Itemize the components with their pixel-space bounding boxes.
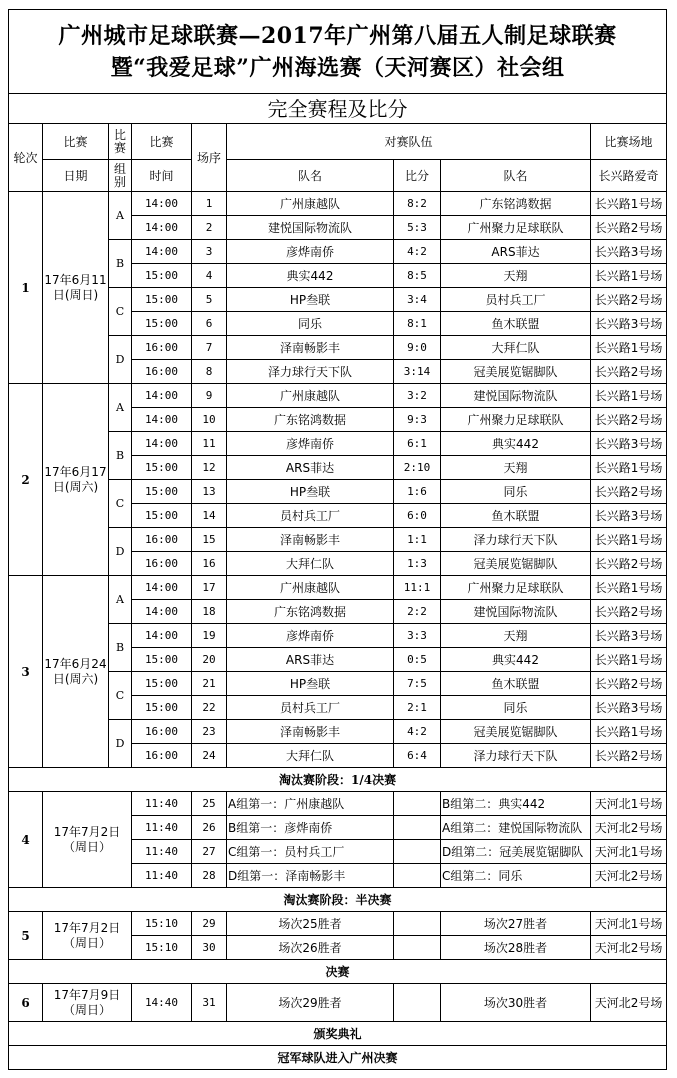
round-number: 1 <box>9 192 43 384</box>
match-time: 15:00 <box>132 504 192 528</box>
match-score <box>394 984 441 1022</box>
match-time: 14:00 <box>132 600 192 624</box>
team-b: 冠美展览锯脚队 <box>441 552 591 576</box>
group-label: D <box>109 336 132 384</box>
match-number: 19 <box>192 624 227 648</box>
header-match-no: 场序 <box>192 124 227 192</box>
ceremony-row-label: 颁奖典礼 <box>9 1022 667 1046</box>
match-venue: 长兴路1号场 <box>591 720 667 744</box>
match-time: 14:00 <box>132 384 192 408</box>
header-teams: 对赛队伍 <box>227 124 591 160</box>
team-b: 天翔 <box>441 624 591 648</box>
team-a: 场次26胜者 <box>227 936 394 960</box>
match-venue: 长兴路2号场 <box>591 360 667 384</box>
match-venue: 长兴路3号场 <box>591 696 667 720</box>
match-score: 1:1 <box>394 528 441 552</box>
header-venue-bottom: 长兴路爱奇 <box>591 160 667 192</box>
match-score: 3:2 <box>394 384 441 408</box>
match-number: 13 <box>192 480 227 504</box>
match-number: 24 <box>192 744 227 768</box>
team-a: 彦烨南侨 <box>227 432 394 456</box>
quarterfinal-heading <box>9 768 667 792</box>
match-score: 1:6 <box>394 480 441 504</box>
match-score: 8:1 <box>394 312 441 336</box>
match-time: 14:00 <box>132 216 192 240</box>
team-a: 员村兵工厂 <box>227 696 394 720</box>
schedule-table <box>8 9 667 1070</box>
match-number: 5 <box>192 288 227 312</box>
team-a: 大拜仁队 <box>227 744 394 768</box>
team-a: 典实442 <box>227 264 394 288</box>
team-b: 同乐 <box>441 696 591 720</box>
team-b: 鱼木联盟 <box>441 504 591 528</box>
semifinal-heading <box>9 888 667 912</box>
match-venue: 长兴路2号场 <box>591 552 667 576</box>
match-time: 11:40 <box>132 840 192 864</box>
team-b: 员村兵工厂 <box>441 288 591 312</box>
team-a: 场次25胜者 <box>227 912 394 936</box>
team-a: 同乐 <box>227 312 394 336</box>
subtitle: 完全赛程及比分 <box>9 94 667 124</box>
team-a: B组第一：彦烨南侨 <box>227 816 394 840</box>
group-label: D <box>109 720 132 768</box>
team-a: A组第一：广州康越队 <box>227 792 394 816</box>
match-number: 6 <box>192 312 227 336</box>
match-time: 15:00 <box>132 648 192 672</box>
match-number: 14 <box>192 504 227 528</box>
match-venue: 天河北2号场 <box>591 816 667 840</box>
match-score: 3:4 <box>394 288 441 312</box>
match-number: 4 <box>192 264 227 288</box>
match-time: 14:00 <box>132 192 192 216</box>
match-time: 16:00 <box>132 744 192 768</box>
match-time: 14:00 <box>132 432 192 456</box>
team-a: 广州康越队 <box>227 384 394 408</box>
match-score: 8:2 <box>394 192 441 216</box>
match-row <box>9 792 667 816</box>
match-number: 3 <box>192 240 227 264</box>
team-b: C组第二：同乐 <box>441 864 591 888</box>
round-number: 4 <box>9 792 43 888</box>
match-venue: 天河北1号场 <box>591 792 667 816</box>
match-time: 15:00 <box>132 288 192 312</box>
header-venue-top: 比赛场地 <box>591 124 667 160</box>
match-venue: 长兴路3号场 <box>591 432 667 456</box>
match-number: 10 <box>192 408 227 432</box>
match-score <box>394 840 441 864</box>
group-label: B <box>109 240 132 288</box>
team-b: 建悦国际物流队 <box>441 600 591 624</box>
match-number: 9 <box>192 384 227 408</box>
match-number: 30 <box>192 936 227 960</box>
match-number: 2 <box>192 216 227 240</box>
match-time: 15:00 <box>132 672 192 696</box>
team-b: 冠美展览锯脚队 <box>441 360 591 384</box>
match-score: 6:0 <box>394 504 441 528</box>
match-time: 16:00 <box>132 360 192 384</box>
team-a: HP叁联 <box>227 480 394 504</box>
match-venue: 长兴路1号场 <box>591 264 667 288</box>
match-venue: 天河北2号场 <box>591 984 667 1022</box>
match-number: 1 <box>192 192 227 216</box>
match-number: 17 <box>192 576 227 600</box>
match-time: 15:00 <box>132 264 192 288</box>
match-number: 8 <box>192 360 227 384</box>
match-venue: 长兴路3号场 <box>591 504 667 528</box>
match-number: 28 <box>192 864 227 888</box>
match-score <box>394 864 441 888</box>
match-score <box>394 936 441 960</box>
match-venue: 长兴路2号场 <box>591 480 667 504</box>
match-venue: 长兴路3号场 <box>591 312 667 336</box>
match-number: 15 <box>192 528 227 552</box>
match-time: 14:00 <box>132 408 192 432</box>
final-heading-label: 决赛 <box>9 960 667 984</box>
team-a: D组第一：泽南畅影丰 <box>227 864 394 888</box>
match-score: 6:1 <box>394 432 441 456</box>
team-a: 泽南畅影丰 <box>227 336 394 360</box>
team-a: C组第一：员村兵工厂 <box>227 840 394 864</box>
match-time: 16:00 <box>132 552 192 576</box>
team-b: 广东铭鸿数据 <box>441 192 591 216</box>
team-b: 冠美展览锯脚队 <box>441 720 591 744</box>
match-score <box>394 816 441 840</box>
group-label: A <box>109 576 132 624</box>
team-a: HP叁联 <box>227 288 394 312</box>
team-b: 广州聚力足球联队 <box>441 576 591 600</box>
round-number: 3 <box>9 576 43 768</box>
header-time-bottom: 时间 <box>132 160 192 192</box>
team-b: 场次30胜者 <box>441 984 591 1022</box>
team-b: 场次27胜者 <box>441 912 591 936</box>
team-b: 鱼木联盟 <box>441 672 591 696</box>
match-time: 15:00 <box>132 480 192 504</box>
match-score: 4:2 <box>394 720 441 744</box>
match-time: 11:40 <box>132 816 192 840</box>
match-venue: 长兴路2号场 <box>591 216 667 240</box>
match-score: 2:1 <box>394 696 441 720</box>
team-b: 泽力球行天下队 <box>441 744 591 768</box>
match-score: 1:3 <box>394 552 441 576</box>
match-time: 15:00 <box>132 696 192 720</box>
match-venue: 长兴路1号场 <box>591 336 667 360</box>
match-score: 4:2 <box>394 240 441 264</box>
match-venue: 长兴路2号场 <box>591 288 667 312</box>
team-b: 典实442 <box>441 648 591 672</box>
match-venue: 长兴路1号场 <box>591 648 667 672</box>
round-number: 2 <box>9 384 43 576</box>
match-score: 9:0 <box>394 336 441 360</box>
match-time: 15:00 <box>132 312 192 336</box>
match-venue: 天河北2号场 <box>591 864 667 888</box>
round-number: 6 <box>9 984 43 1022</box>
header-team-b: 队名 <box>441 160 591 192</box>
header-team-a: 队名 <box>227 160 394 192</box>
team-a: 建悦国际物流队 <box>227 216 394 240</box>
team-b: 同乐 <box>441 480 591 504</box>
team-a: 员村兵工厂 <box>227 504 394 528</box>
match-venue: 长兴路3号场 <box>591 624 667 648</box>
match-time: 15:10 <box>132 912 192 936</box>
team-a: 泽南畅影丰 <box>227 720 394 744</box>
page-title <box>9 10 667 94</box>
team-b: 场次28胜者 <box>441 936 591 960</box>
match-venue: 长兴路1号场 <box>591 528 667 552</box>
team-a: 广州康越队 <box>227 192 394 216</box>
match-row <box>9 576 667 600</box>
header-date-bottom: 日期 <box>43 160 109 192</box>
team-b: 建悦国际物流队 <box>441 384 591 408</box>
ceremony-row <box>9 1022 667 1046</box>
match-score <box>394 912 441 936</box>
champion-note-row <box>9 1046 667 1070</box>
match-time: 15:00 <box>132 456 192 480</box>
group-label: B <box>109 624 132 672</box>
team-a: 彦烨南侨 <box>227 624 394 648</box>
match-row <box>9 984 667 1022</box>
match-number: 22 <box>192 696 227 720</box>
match-venue: 长兴路1号场 <box>591 576 667 600</box>
match-date: 17年7月2日（周日） <box>43 792 132 888</box>
match-time: 16:00 <box>132 720 192 744</box>
group-label: A <box>109 384 132 432</box>
team-b: 天翔 <box>441 456 591 480</box>
group-label: A <box>109 192 132 240</box>
match-number: 18 <box>192 600 227 624</box>
match-venue: 长兴路2号场 <box>591 744 667 768</box>
round-number: 5 <box>9 912 43 960</box>
match-venue: 长兴路1号场 <box>591 456 667 480</box>
header-group-top: 比赛 <box>109 124 132 160</box>
match-score: 9:3 <box>394 408 441 432</box>
match-time: 14:00 <box>132 624 192 648</box>
match-date: 17年7月2日（周日） <box>43 912 132 960</box>
match-time: 14:00 <box>132 240 192 264</box>
match-time: 11:40 <box>132 864 192 888</box>
header-time-top: 比赛 <box>132 124 192 160</box>
match-score: 2:2 <box>394 600 441 624</box>
final-heading <box>9 960 667 984</box>
group-label: C <box>109 672 132 720</box>
match-number: 26 <box>192 816 227 840</box>
match-number: 27 <box>192 840 227 864</box>
group-label: B <box>109 432 132 480</box>
match-venue: 长兴路2号场 <box>591 672 667 696</box>
team-b: D组第二：冠美展览锯脚队 <box>441 840 591 864</box>
match-score: 8:5 <box>394 264 441 288</box>
team-b: 鱼木联盟 <box>441 312 591 336</box>
match-venue: 天河北2号场 <box>591 936 667 960</box>
match-time: 16:00 <box>132 528 192 552</box>
match-number: 12 <box>192 456 227 480</box>
match-score: 3:3 <box>394 624 441 648</box>
match-score: 6:4 <box>394 744 441 768</box>
match-number: 20 <box>192 648 227 672</box>
team-b: 广州聚力足球联队 <box>441 216 591 240</box>
quarterfinal-heading-label: 淘汰赛阶段：1/4决赛 <box>9 768 667 792</box>
match-venue: 长兴路3号场 <box>591 240 667 264</box>
match-time: 14:40 <box>132 984 192 1022</box>
match-number: 7 <box>192 336 227 360</box>
team-a: 场次29胜者 <box>227 984 394 1022</box>
match-date: 17年6月11日(周日) <box>43 192 109 384</box>
match-time: 16:00 <box>132 336 192 360</box>
header-score: 比分 <box>394 160 441 192</box>
team-a: 大拜仁队 <box>227 552 394 576</box>
group-label: C <box>109 480 132 528</box>
match-row <box>9 384 667 408</box>
match-number: 25 <box>192 792 227 816</box>
match-number: 31 <box>192 984 227 1022</box>
match-date: 17年7月9日（周日） <box>43 984 132 1022</box>
match-row <box>9 192 667 216</box>
match-score: 5:3 <box>394 216 441 240</box>
match-time: 14:00 <box>132 576 192 600</box>
team-b: 大拜仁队 <box>441 336 591 360</box>
match-venue: 天河北1号场 <box>591 912 667 936</box>
header-group-bottom: 组别 <box>109 160 132 192</box>
match-score: 2:10 <box>394 456 441 480</box>
title-line-2: 暨“我爱足球”广州海选赛（天河赛区）社会组 <box>110 54 565 81</box>
champion-note-row-label: 冠军球队进入广州决赛 <box>9 1046 667 1070</box>
match-number: 21 <box>192 672 227 696</box>
match-row <box>9 912 667 936</box>
match-date: 17年6月24日(周六) <box>43 576 109 768</box>
match-score <box>394 792 441 816</box>
match-score: 3:14 <box>394 360 441 384</box>
match-time: 11:40 <box>132 792 192 816</box>
team-a: 泽力球行天下队 <box>227 360 394 384</box>
group-label: C <box>109 288 132 336</box>
match-number: 23 <box>192 720 227 744</box>
team-a: 广东铭鸿数据 <box>227 408 394 432</box>
title-line-1: 广州城市足球联赛—2017年广州第八届五人制足球联赛 <box>58 22 617 49</box>
match-venue: 长兴路2号场 <box>591 600 667 624</box>
match-date: 17年6月17日(周六) <box>43 384 109 576</box>
team-a: 广州康越队 <box>227 576 394 600</box>
header-round: 轮次 <box>9 124 43 192</box>
match-venue: 天河北1号场 <box>591 840 667 864</box>
team-b: ARS菲达 <box>441 240 591 264</box>
match-venue: 长兴路2号场 <box>591 408 667 432</box>
team-b: 泽力球行天下队 <box>441 528 591 552</box>
team-b: B组第二：典实442 <box>441 792 591 816</box>
team-a: ARS菲达 <box>227 456 394 480</box>
group-label: D <box>109 528 132 576</box>
match-score: 11:1 <box>394 576 441 600</box>
match-score: 7:5 <box>394 672 441 696</box>
semifinal-heading-label: 淘汰赛阶段：半决赛 <box>9 888 667 912</box>
team-b: A组第二：建悦国际物流队 <box>441 816 591 840</box>
team-a: 泽南畅影丰 <box>227 528 394 552</box>
match-number: 16 <box>192 552 227 576</box>
match-number: 29 <box>192 912 227 936</box>
team-a: 彦烨南侨 <box>227 240 394 264</box>
team-a: ARS菲达 <box>227 648 394 672</box>
team-b: 广州聚力足球联队 <box>441 408 591 432</box>
match-time: 15:10 <box>132 936 192 960</box>
team-a: HP叁联 <box>227 672 394 696</box>
team-b: 天翔 <box>441 264 591 288</box>
match-venue: 长兴路1号场 <box>591 192 667 216</box>
match-score: 0:5 <box>394 648 441 672</box>
match-venue: 长兴路1号场 <box>591 384 667 408</box>
header-date-top: 比赛 <box>43 124 109 160</box>
team-b: 典实442 <box>441 432 591 456</box>
team-a: 广东铭鸿数据 <box>227 600 394 624</box>
match-number: 11 <box>192 432 227 456</box>
